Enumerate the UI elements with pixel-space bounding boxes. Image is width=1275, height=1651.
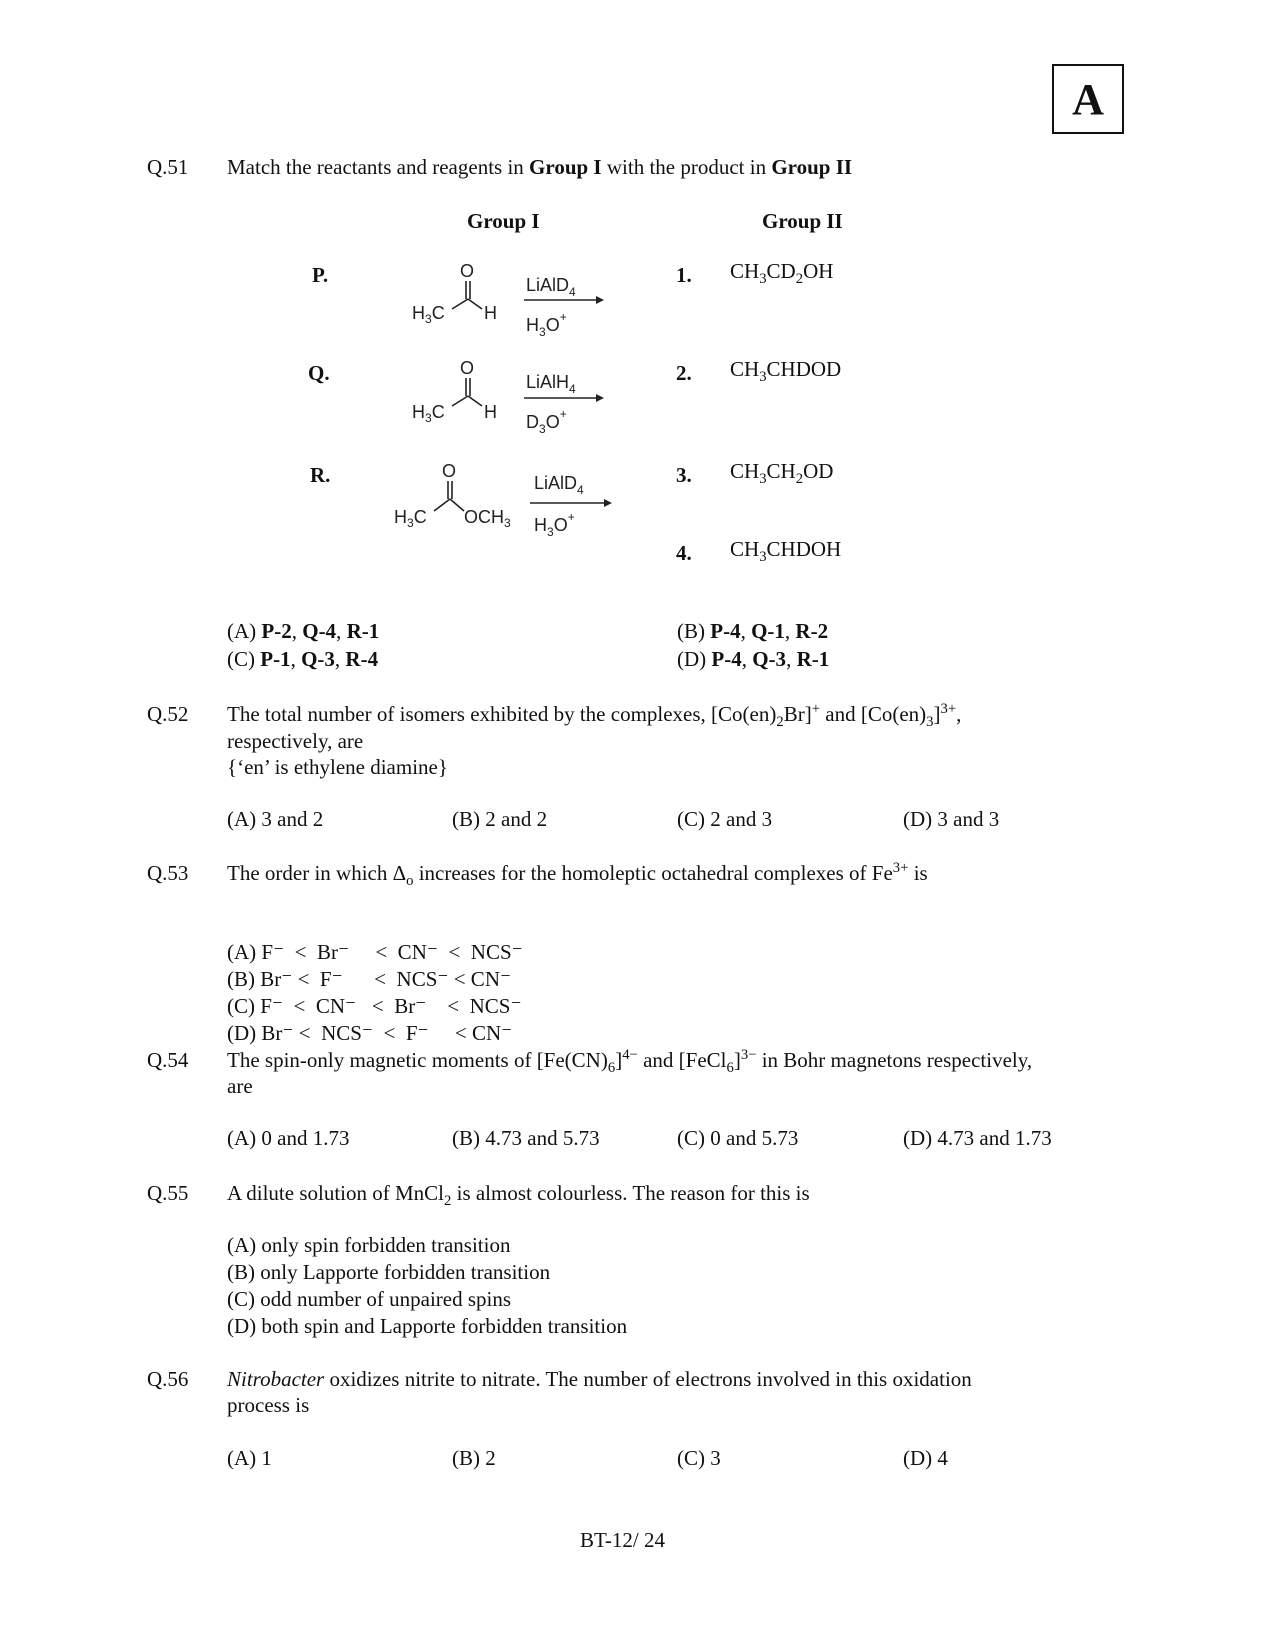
question-number: Q.51 (147, 155, 189, 179)
q53-options (227, 912, 523, 1047)
question-number: Q.55 (147, 1181, 189, 1205)
svg-text:OCH3: $OCH_3$ (464, 507, 511, 530)
question-stem-line: are (227, 1074, 253, 1098)
svg-text:O: O (442, 461, 457, 481)
option-b[interactable]: (B) P-4, Q-1, R-2 (677, 619, 829, 643)
question-stem: Nitrobacter oxidizes nitrite to nitrate. The number of electrons involved in this oxidation (227, 1367, 972, 1391)
svg-text:H3O+: $H_3O^+$ (526, 310, 567, 339)
svg-text:O: O (460, 358, 475, 378)
group-1-title: Group I (467, 209, 540, 233)
option-c[interactable]: (C) 2 and 3 (677, 807, 773, 831)
page-footer: BT-12/ 24 (580, 1528, 665, 1552)
question-stem: The total number of isomers exhibited by the complexes, $[Co(en)_2Br]^+$ and $[Co(en)_3]^{3+}$, (227, 701, 962, 731)
svg-text:H3C: $H_3C$ (412, 303, 445, 326)
product-number: 3. (676, 463, 692, 487)
svg-text:H3C: $H_3C$ (412, 402, 445, 425)
option-d[interactable]: (D) P-4, Q-3, R-1 (677, 647, 830, 671)
question-note: {‘en’ is ethylene diamine} (227, 755, 448, 779)
row-label-q: Q. (308, 361, 330, 385)
svg-text:LiAlD4: LiAlD$_4$ (526, 275, 576, 299)
option-b[interactable]: (B) 2 and 2 (452, 807, 548, 831)
svg-text:O: O (460, 261, 475, 281)
option-a[interactable]: (A) P-2, Q-4, R-1 (227, 619, 380, 643)
option-c[interactable]: (C) 3 (677, 1446, 721, 1470)
option-c[interactable]: (C) P-1, Q-3, R-4 (227, 647, 379, 671)
option-a[interactable]: (A) F⁻ < Br⁻ < CN⁻ < NCS⁻ (227, 940, 523, 964)
set-code-badge: A (1052, 64, 1124, 134)
option-c[interactable]: (C) 0 and 5.73 (677, 1126, 799, 1150)
option-d[interactable]: (D) 4 (903, 1446, 948, 1470)
row-label-p: P. (312, 263, 329, 287)
row-label-r: R. (310, 463, 331, 487)
question-stem-line: respectively, are (227, 729, 364, 753)
option-c[interactable]: (C) F⁻ < CN⁻ < Br⁻ < NCS⁻ (227, 994, 522, 1018)
reaction-scheme-q (400, 352, 610, 442)
option-a[interactable]: (A) 1 (227, 1446, 272, 1470)
option-a[interactable]: (A) 3 and 2 (227, 807, 324, 831)
option-d[interactable]: (D) 3 and 3 (903, 807, 1000, 831)
product-1: $CH_3CD_2OH$ (730, 259, 834, 288)
option-b[interactable]: (B) Br⁻ < F⁻ < NCS⁻ < CN⁻ (227, 967, 512, 991)
product-2: $CH_3CHDOD$ (730, 357, 842, 386)
option-b[interactable]: (B) 4.73 and 5.73 (452, 1126, 600, 1150)
option-b[interactable]: (B) 2 (452, 1446, 496, 1470)
question-number: Q.53 (147, 861, 189, 885)
reaction-scheme-r (384, 455, 624, 545)
svg-text:H3O+: $H_3O^+$ (534, 510, 575, 539)
option-d[interactable]: (D) both spin and Lapporte forbidden transition (227, 1314, 628, 1338)
option-c[interactable]: (C) odd number of unpaired spins (227, 1287, 512, 1311)
reaction-scheme-p (400, 255, 610, 345)
product-number: 2. (676, 361, 692, 385)
product-number: 1. (676, 263, 692, 287)
option-a[interactable]: (A) 0 and 1.73 (227, 1126, 350, 1150)
option-a[interactable]: (A) only spin forbidden transition (227, 1233, 511, 1257)
product-3: $CH_3CH_2OD$ (730, 459, 834, 488)
question-stem-line: process is (227, 1393, 310, 1417)
option-b[interactable]: (B) only Lapporte forbidden transition (227, 1260, 551, 1284)
svg-text:H3C: $H_3C$ (394, 507, 427, 530)
product-number: 4. (676, 541, 692, 565)
group-2-title: Group II (762, 209, 843, 233)
option-d[interactable]: (D) Br⁻ < NCS⁻ < F⁻ < CN⁻ (227, 1021, 513, 1045)
question-stem: The spin-only magnetic moments of $[Fe(CN)_6]^{4-}$ and [FeCl$_6$]$^{3-}$ in Bohr magnetons respectively, (227, 1047, 1033, 1077)
option-d[interactable]: (D) 4.73 and 1.73 (903, 1126, 1052, 1150)
question-number: Q.52 (147, 702, 189, 726)
svg-text:LiAlD4: LiAlD$_4$ (534, 473, 584, 497)
svg-text:LiAlH4: LiAlH$_4$ (526, 372, 576, 396)
svg-text:D3O+: $D_3O^+$ (526, 407, 567, 436)
product-4: $CH_3CHDOH$ (730, 537, 842, 566)
q55-options (227, 1232, 627, 1340)
svg-text:H: H (484, 303, 497, 323)
svg-text:H: H (484, 402, 497, 422)
question-stem: Match the reactants and reagents in Group I with the product in Group II (227, 155, 853, 179)
question-number: Q.54 (147, 1048, 189, 1072)
question-stem: The order in which $\Delta_o$ increases for the homoleptic octahedral complexes of $Fe^{3+}$ is (227, 860, 928, 890)
question-number: Q.56 (147, 1367, 189, 1391)
question-stem: A dilute solution of MnCl$_2$ is almost colourless. The reason for this is (227, 1181, 810, 1210)
